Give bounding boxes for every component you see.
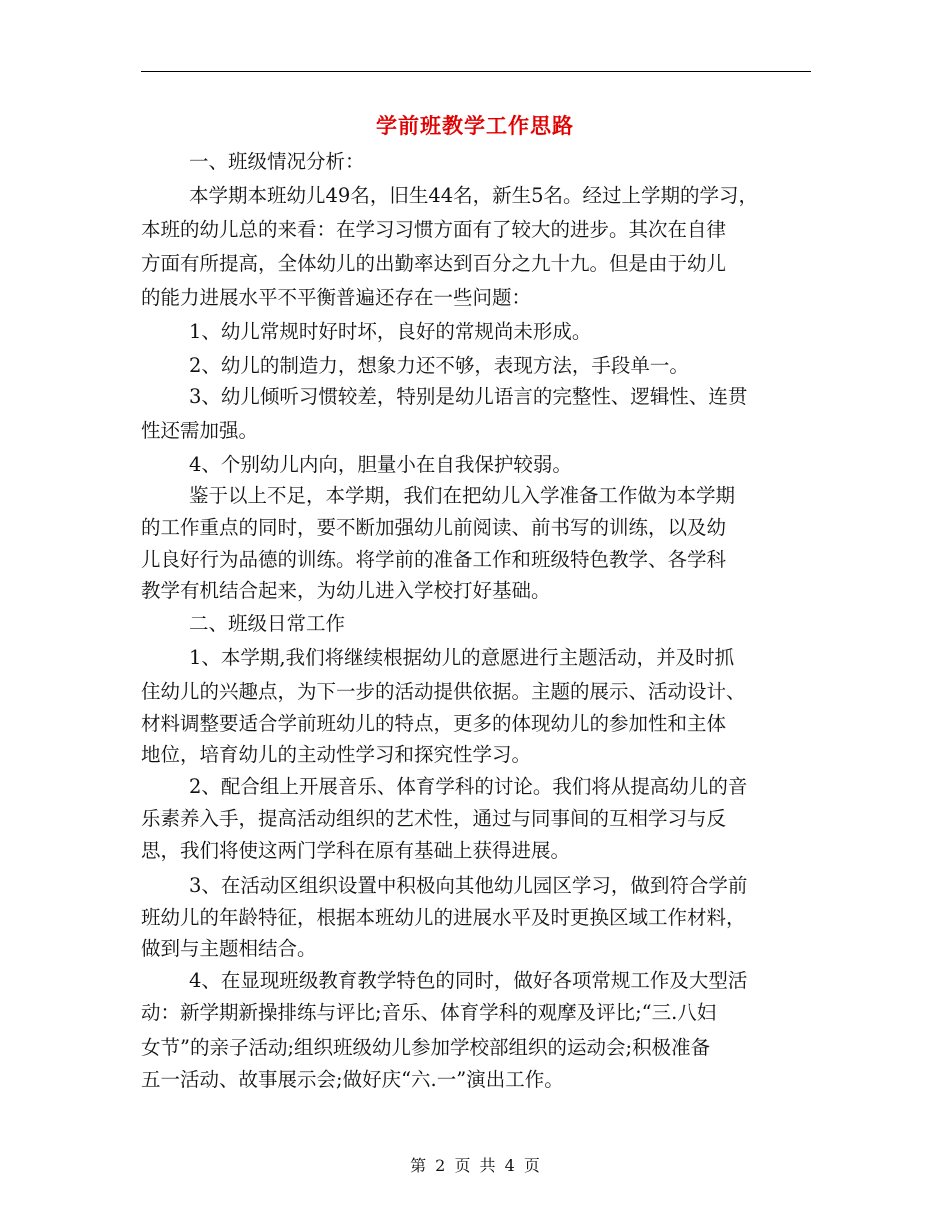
paragraph-line: 的能力进展水平不平衡普遍还存在一些问题： [141, 286, 532, 309]
document-title: 学前班教学工作思路 [376, 114, 574, 138]
paragraph-line: 住幼儿的兴趣点，为下一步的活动提供依据。主题的展示、活动设计、 [141, 680, 746, 703]
list-item: 1、幼儿常规时好时坏，良好的常规尚未形成。 [189, 320, 592, 343]
list-item: 2、配合组上开展音乐、体育学科的讨论。我们将从提高幼儿的音 [189, 775, 748, 798]
paragraph-line: 思，我们将使这两门学科在原有基础上获得进展。 [141, 839, 571, 862]
header-rule [141, 71, 811, 72]
paragraph-line: 材料调整要适合学前班幼儿的特点，更多的体现幼儿的参加性和主体 [141, 712, 727, 735]
paragraph-line: 乐素养入手，提高活动组织的艺术性，通过与同事间的互相学习与反 [141, 807, 727, 830]
paragraph-line: 女节”的亲子活动;组织班级幼儿参加学校部组织的运动会;积极准备 [141, 1036, 711, 1059]
paragraph-line: 教学有机结合起来，为幼儿进入学校打好基础。 [141, 579, 551, 602]
section-heading: 一、班级情况分析： [189, 150, 365, 173]
paragraph-line: 本学期本班幼儿49名，旧生44名，新生5名。经过上学期的学习， [189, 184, 759, 207]
page-number: 第 2 页 共 4 页 [410, 1156, 540, 1175]
list-item: 4、在显现班级教育教学特色的同时，做好各项常规工作及大型活 [189, 969, 748, 992]
paragraph-line: 儿良好行为品德的训练。将学前的准备工作和班级特色教学、各学科 [141, 548, 727, 571]
paragraph-line: 本班的幼儿总的来看：在学习习惯方面有了较大的进步。其次在自律 [141, 218, 727, 241]
section-heading: 二、班级日常工作 [189, 612, 346, 635]
list-item: 1、本学期,我们将继续根据幼儿的意愿进行主题活动，并及时抓 [189, 646, 735, 669]
paragraph-line: 鉴于以上不足，本学期，我们在把幼儿入学准备工作做为本学期 [189, 484, 736, 507]
list-item: 3、在活动区组织设置中积极向其他幼儿园区学习，做到符合学前 [189, 874, 748, 897]
paragraph-line: 动：新学期新操排练与评比;音乐、体育学科的观摩及评比;“三.八妇 [141, 1001, 717, 1024]
paragraph-line: 五一活动、故事展示会;做好庆“六.一”演出工作。 [141, 1068, 564, 1091]
list-item: 3、幼儿倾听习惯较差，特别是幼儿语言的完整性、逻辑性、连贯 [189, 385, 748, 408]
list-item: 2、幼儿的制造力，想象力还不够，表现方法，手段单一。 [189, 354, 689, 377]
paragraph-line: 性还需加强。 [141, 419, 259, 442]
paragraph-line: 地位，培育幼儿的主动性学习和探究性学习。 [141, 743, 532, 766]
paragraph-line: 做到与主题相结合。 [141, 937, 317, 960]
paragraph-line: 的工作重点的同时，要不断加强幼儿前阅读、前书写的训练，以及幼 [141, 516, 727, 539]
paragraph-line: 方面有所提高，全体幼儿的出勤率达到百分之九十九。但是由于幼儿 [141, 252, 727, 275]
list-item: 4、个别幼儿内向，胆量小在自我保护较弱。 [189, 453, 572, 476]
paragraph-line: 班幼儿的年龄特征，根据本班幼儿的进展水平及时更换区域工作材料， [141, 906, 746, 929]
